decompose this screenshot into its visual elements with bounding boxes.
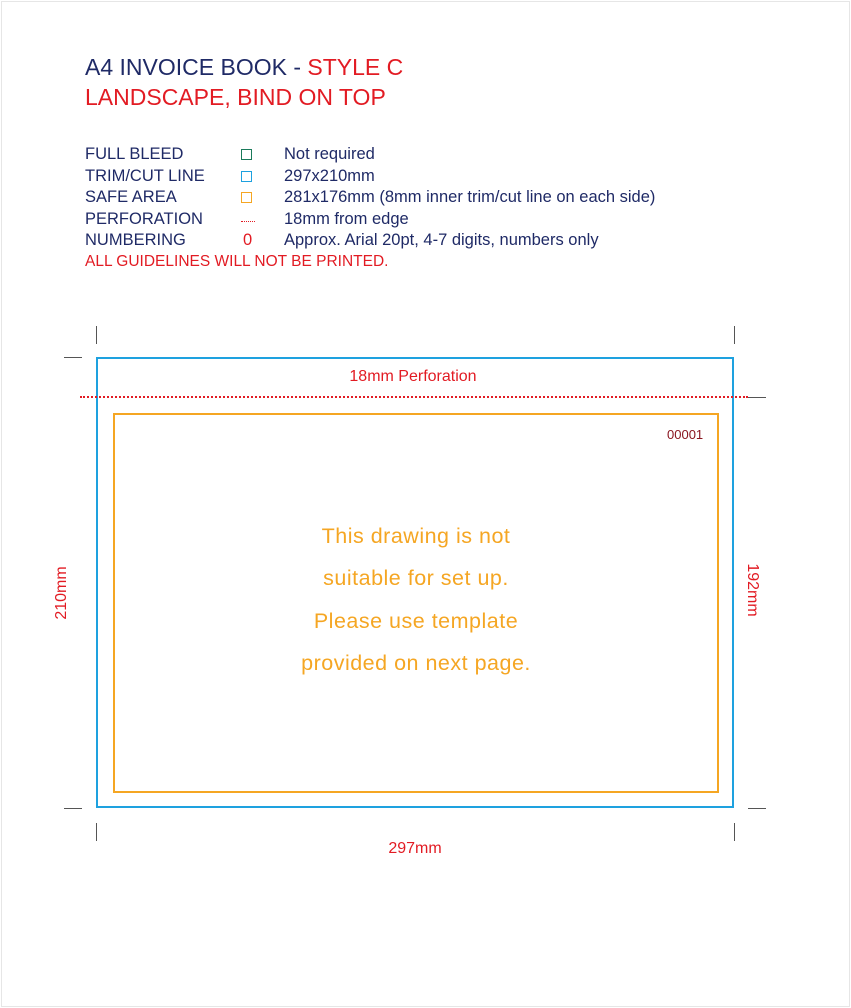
numbering-sample: 0 xyxy=(243,231,253,250)
width-dimension: 297mm xyxy=(388,840,442,857)
page-subtitle: LANDSCAPE, BIND ON TOP xyxy=(85,84,386,110)
red-dotted-line-icon xyxy=(241,221,255,222)
crop-mark-left-bottom xyxy=(64,808,82,809)
note-line-3: Please use template xyxy=(313,609,519,633)
number-sample: 00001 xyxy=(667,427,704,442)
crop-mark-top-right xyxy=(734,326,735,344)
legend-value: Not required xyxy=(284,145,375,163)
crop-mark-top-left xyxy=(96,326,97,344)
note-line-2: suitable for set up. xyxy=(323,566,509,590)
safe-height-dimension: 192mm xyxy=(744,563,761,617)
blue-square-icon xyxy=(241,171,252,182)
legend-label: SAFE AREA xyxy=(85,188,177,207)
crop-mark-right-perf xyxy=(748,397,766,398)
title-main: A4 INVOICE BOOK - xyxy=(85,54,308,80)
orange-square-icon xyxy=(241,192,252,203)
height-dimension: 210mm xyxy=(53,566,70,620)
crop-mark-left-top xyxy=(64,357,82,358)
crop-mark-right-bottom xyxy=(748,808,766,809)
note-line-1: This drawing is not xyxy=(321,524,511,548)
legend-value: Approx. Arial 20pt, 4-7 digits, numbers only xyxy=(284,231,599,250)
legend-label: FULL BLEED xyxy=(85,145,184,163)
legend-label: TRIM/CUT LINE xyxy=(85,166,205,185)
legend-value: 297x210mm xyxy=(284,166,375,185)
title-style: STYLE C xyxy=(307,54,404,80)
note-line-4: provided on next page. xyxy=(301,651,531,675)
legend-value: 281x176mm (8mm inner trim/cut line on each side) xyxy=(284,188,656,207)
crop-mark-bottom-right xyxy=(734,823,735,841)
safe-area xyxy=(113,413,719,793)
green-square-icon xyxy=(241,149,252,160)
legend-label: PERFORATION xyxy=(85,209,203,228)
perforation-label: 18mm Perforation xyxy=(349,368,477,385)
perforation-line xyxy=(80,396,748,398)
legend-label: NUMBERING xyxy=(85,231,186,250)
guidelines-warning: ALL GUIDELINES WILL NOT BE PRINTED. xyxy=(85,253,389,270)
page-title xyxy=(85,54,403,81)
legend-value: 18mm from edge xyxy=(284,209,409,228)
crop-mark-bottom-left xyxy=(96,823,97,841)
